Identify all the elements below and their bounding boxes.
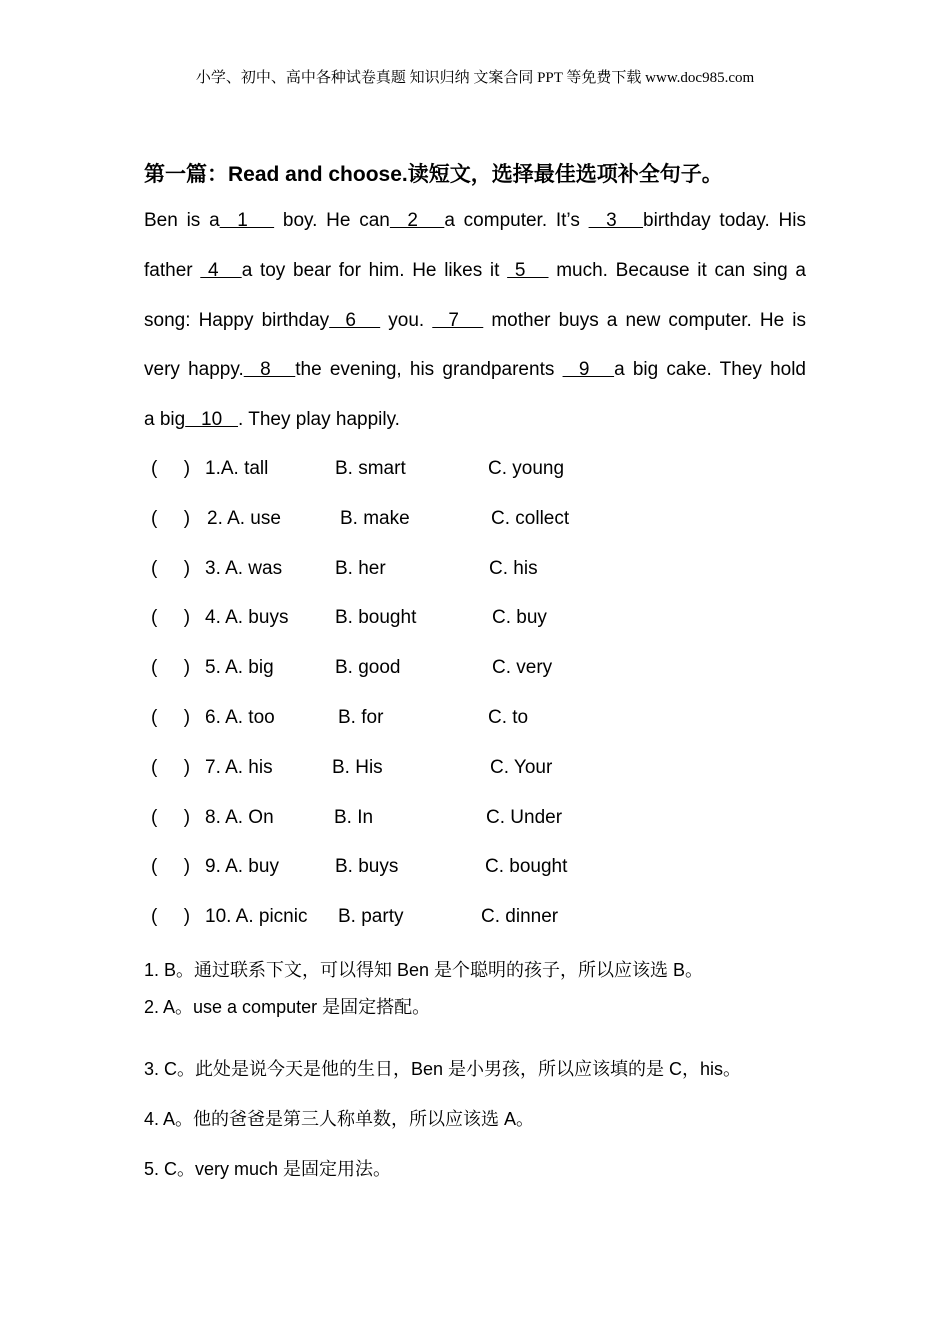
option-b: B. smart bbox=[335, 458, 406, 479]
passage-text: very happy. bbox=[144, 359, 244, 380]
page-header: 小学、初中、高中各种试卷真题 知识归纳 文案合同 PPT 等免费下载 www.doc985.com bbox=[195, 70, 755, 86]
passage-text: mother buys a new computer. He is bbox=[483, 310, 806, 331]
option-a: 8. A. On bbox=[205, 806, 274, 828]
option-c: C. young bbox=[488, 458, 565, 479]
answer-paren: ( ) bbox=[151, 657, 191, 679]
answer-explanation: 5. C。very much 是固定用法。 bbox=[144, 1159, 392, 1179]
passage-line bbox=[144, 259, 806, 283]
answer-paren: ( ) bbox=[151, 856, 191, 878]
passage-text: Ben is a bbox=[144, 210, 220, 231]
answer-explanation: 1. B。通过联系下文，可以得知 Ben 是个聪明的孩子，所以应该选 B。 bbox=[144, 960, 704, 980]
option-a: 10. A. picnic bbox=[205, 906, 308, 928]
answer-paren: ( ) bbox=[151, 507, 191, 529]
option-a: 1.A. tall bbox=[205, 458, 269, 479]
passage-line bbox=[144, 209, 806, 233]
answer-paren: ( ) bbox=[151, 458, 191, 479]
answer-blank: 10 bbox=[185, 409, 239, 430]
passage-text: the evening, his grandparents bbox=[295, 359, 563, 380]
answer-explanation: 3. C。此处是说今天是他的生日，Ben 是小男孩，所以应该填的是 C，his。 bbox=[144, 1059, 742, 1079]
answer-blank: 2 bbox=[389, 210, 445, 231]
option-c: C. very bbox=[492, 657, 553, 679]
answer-blank: 8 bbox=[243, 359, 296, 380]
option-c: C. bought bbox=[485, 856, 568, 878]
answer-blank: 7 bbox=[432, 310, 484, 331]
passage-text: a toy bear for him. He likes it bbox=[241, 260, 508, 281]
question-row bbox=[144, 458, 744, 482]
option-c: C. collect bbox=[491, 507, 570, 529]
answer-blank: 3 bbox=[588, 210, 644, 231]
option-a: 2. A. use bbox=[207, 507, 281, 529]
passage-text: birthday today. His bbox=[643, 210, 806, 231]
passage-text: a big bbox=[144, 409, 186, 430]
answer-paren: ( ) bbox=[151, 707, 191, 728]
passage-text: much. Because it can sing a bbox=[548, 260, 806, 281]
option-b: B. buys bbox=[335, 856, 399, 878]
question-row bbox=[144, 807, 744, 831]
answer-explanation: 2. A。use a computer 是固定搭配。 bbox=[144, 997, 431, 1017]
question-row bbox=[144, 558, 744, 582]
section-title: 第一篇：Read and choose.读短文，选择最佳选项补全句子。 bbox=[144, 163, 723, 186]
answer-blank: 6 bbox=[329, 310, 381, 331]
option-b: B. bought bbox=[335, 607, 417, 629]
passage-text: a big cake. They hold bbox=[614, 359, 806, 380]
option-a: 3. A. was bbox=[205, 557, 283, 579]
answer-blank: 9 bbox=[562, 359, 615, 380]
option-b: B. good bbox=[335, 657, 401, 679]
option-a: 5. A. big bbox=[205, 657, 274, 679]
answer-blank: 1 bbox=[219, 210, 275, 231]
question-row bbox=[144, 607, 744, 631]
answer-paren: ( ) bbox=[151, 557, 191, 579]
passage-line bbox=[144, 358, 806, 382]
passage-text: song: Happy birthday bbox=[144, 310, 330, 331]
option-c: C. Under bbox=[486, 806, 563, 828]
passage-line bbox=[144, 309, 806, 333]
option-c: C. buy bbox=[492, 607, 547, 629]
answer-explanation: 4. A。他的爸爸是第三人称单数，所以应该选 A。 bbox=[144, 1109, 535, 1129]
passage-text: father bbox=[144, 260, 201, 281]
answer-paren: ( ) bbox=[151, 906, 191, 928]
option-a: 7. A. his bbox=[205, 756, 273, 778]
answer-blank: 5 bbox=[507, 260, 549, 281]
option-b: B. for bbox=[338, 707, 384, 728]
passage-text: boy. He can bbox=[274, 210, 390, 231]
option-c: C. to bbox=[488, 707, 529, 728]
option-b: B. In bbox=[334, 806, 374, 828]
option-a: 4. A. buys bbox=[205, 607, 289, 629]
option-c: C. Your bbox=[490, 756, 553, 778]
question-row bbox=[144, 707, 744, 731]
option-c: C. dinner bbox=[481, 906, 559, 928]
option-b: B. party bbox=[338, 906, 404, 928]
option-b: B. His bbox=[332, 756, 383, 778]
passage-text: . They play happily. bbox=[238, 409, 400, 430]
answer-blank: 4 bbox=[200, 260, 242, 281]
question-row bbox=[144, 906, 744, 930]
answer-paren: ( ) bbox=[151, 607, 191, 629]
answer-paren: ( ) bbox=[151, 806, 191, 828]
option-a: 9. A. buy bbox=[205, 856, 279, 878]
option-b: B. her bbox=[335, 557, 386, 579]
answer-paren: ( ) bbox=[151, 756, 191, 778]
question-row bbox=[144, 856, 744, 880]
option-a: 6. A. too bbox=[205, 707, 275, 728]
passage-text: a computer. It’s bbox=[444, 210, 589, 231]
question-row bbox=[144, 508, 744, 532]
option-c: C. his bbox=[489, 557, 538, 579]
question-row bbox=[144, 657, 744, 681]
passage-line bbox=[144, 408, 806, 432]
question-row bbox=[144, 757, 744, 781]
passage-text: you. bbox=[380, 310, 433, 331]
option-b: B. make bbox=[340, 507, 410, 529]
